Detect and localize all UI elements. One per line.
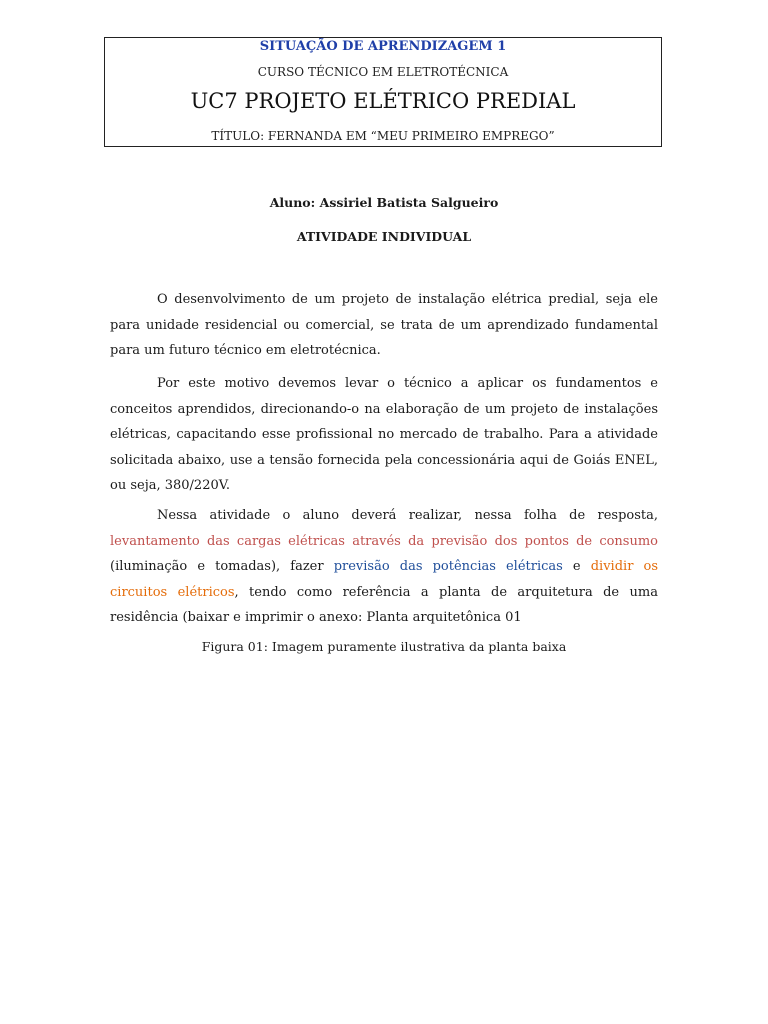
task-text-1: Nessa atividade o aluno deverá realizar, nessa folha de resposta, (157, 508, 658, 523)
task-text-3: e (562, 559, 591, 574)
unit-title: UC7 PROJETO ELÉTRICO PREDIAL (190, 89, 576, 113)
document-title: TÍTULO: FERNANDA EM “MEU PRIMEIRO EMPREGO” (211, 129, 555, 143)
activity-type: ATIVIDADE INDIVIDUAL (296, 229, 472, 244)
header-box (104, 37, 662, 147)
task-text-4: , tendo como referência a planta de arquitetura de uma residência (baixar e imprimir o anexo: Planta arquitetônica 01 (110, 584, 658, 625)
course-name: CURSO TÉCNICO EM ELETROTÉCNICA (257, 65, 509, 79)
task-highlight-circuit-division: dividir os circuitos elétricos (110, 559, 659, 600)
paragraph-motivation: Por este motivo devemos levar o técnico a aplicar os fundamentos e conceitos aprendidos, direcionando-o na elaboração de um projeto de instalações elétricas, capacitando esse profissional no mercado de trabalho. Para a atividade solicitada abaixo, use a tensão fornecida pela concessionária aqui de Goiás ENEL, ou seja, 380/220V. (110, 376, 658, 493)
paragraph-task (110, 503, 658, 631)
task-highlight-load-survey: levantamento das cargas elétricas através da previsão dos pontos de consumo (110, 533, 658, 549)
figure-caption: Figura 01: Imagem puramente ilustrativa da planta baixa (201, 639, 567, 654)
task-highlight-power-forecast: previsão das potências elétricas (333, 559, 563, 574)
situation-heading: SITUAÇÃO DE APRENDIZAGEM 1 (259, 39, 507, 54)
paragraph-intro: O desenvolvimento de um projeto de instalação elétrica predial, seja ele para unidade residencial ou comercial, se trata de um aprendizado fundamental para um futuro técnico em eletrotécnica. (110, 292, 658, 358)
student-name: Aluno: Assiriel Batista Salgueiro (269, 195, 499, 210)
task-text-2: (iluminação e tomadas), fazer (110, 559, 334, 574)
